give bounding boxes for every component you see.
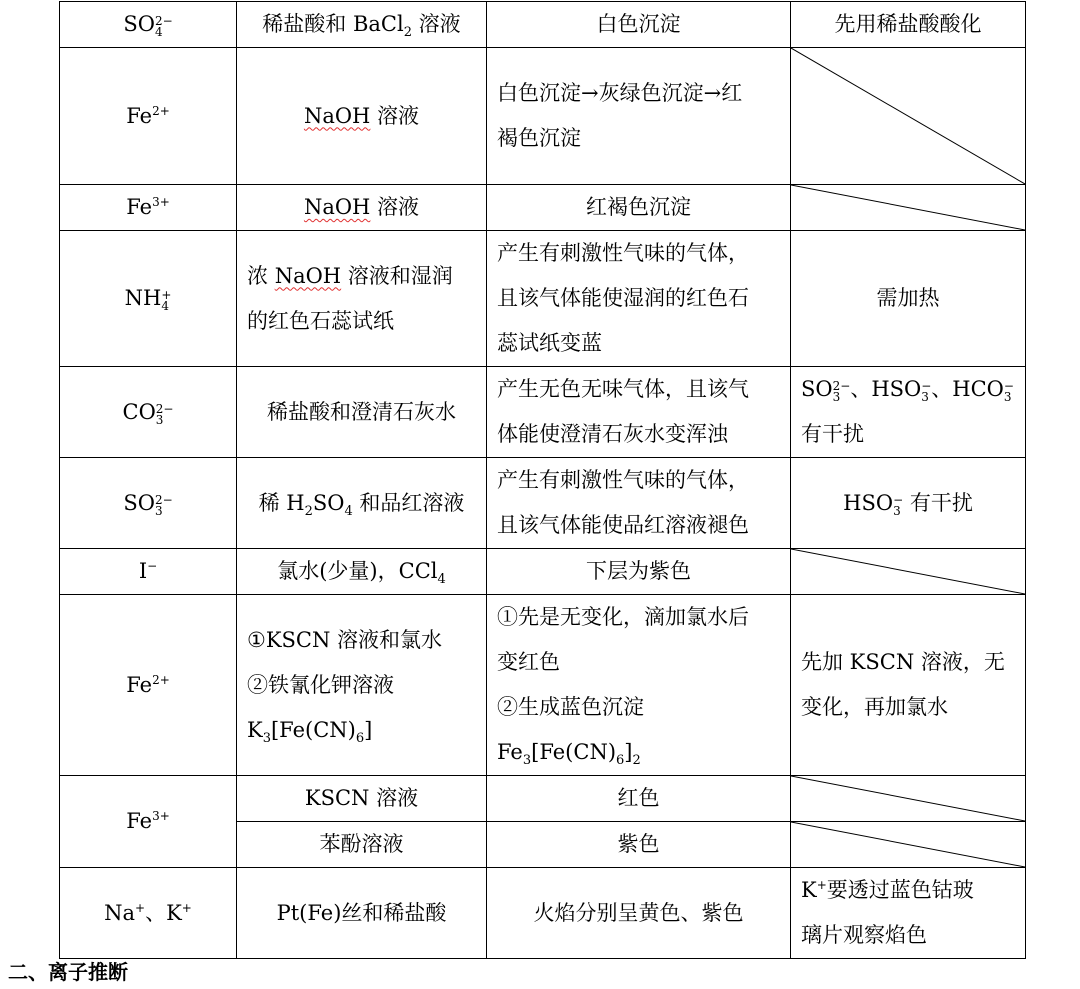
ion-cell: $Fe^{2+}$ <box>60 48 237 185</box>
table-row <box>60 367 1026 458</box>
table-row <box>60 776 1026 822</box>
section-heading: 二、离子推断 <box>8 960 128 984</box>
empty-slash-cell <box>791 48 1026 185</box>
empty-slash-cell <box>791 776 1026 822</box>
reagent-cell: 苯酚溶液 <box>237 822 487 868</box>
ion-test-table <box>59 1 1026 959</box>
phenomenon-cell: 白色沉淀 <box>487 2 791 48</box>
phenomenon-cell: 火焰分别呈黄色、紫色 <box>487 868 791 959</box>
phenomenon-cell: 下层为紫色 <box>487 549 791 595</box>
phenomenon-cell: 产生有刺激性气味的气体， 且该气体能使湿润的红色石 蕊试纸变蓝 <box>487 231 791 367</box>
table-row <box>60 2 1026 48</box>
phenomenon-cell: 白色沉淀→灰绿色沉淀→红 褐色沉淀 <box>487 48 791 185</box>
ion-cell: $Fe^{2+}$ <box>60 595 237 776</box>
phenomenon-cell: 红色 <box>487 776 791 822</box>
note-cell: K+要透过蓝色钴玻 璃片观察焰色 <box>791 868 1026 959</box>
reagent-cell: 氯水(少量)，CCl$_4$ <box>237 549 487 595</box>
note-cell: 需加热 <box>791 231 1026 367</box>
note-cell: HSO − 3 有干扰 <box>791 458 1026 549</box>
table-row <box>60 595 1026 776</box>
ion-cell: Na+、K+ <box>60 868 237 959</box>
phenomenon-cell: 产生有刺激性气味的气体， 且该气体能使品红溶液褪色 <box>487 458 791 549</box>
reagent-cell: NaOH 溶液 <box>237 185 487 231</box>
note-cell: SO 2− 3 、HSO − 3 、HCO − 3 有干扰 <box>791 367 1026 458</box>
ion-cell: NH + 4 <box>60 231 237 367</box>
table-row <box>60 549 1026 595</box>
ion-cell: CO 2− 3 <box>60 367 237 458</box>
table-row <box>60 185 1026 231</box>
reagent-cell: KSCN 溶液 <box>237 776 487 822</box>
reagent-cell: 稀盐酸和澄清石灰水 <box>237 367 487 458</box>
table-row <box>60 48 1026 185</box>
ion-cell: $Fe^{3+}$ <box>60 185 237 231</box>
ion-cell: SO 2− 3 <box>60 458 237 549</box>
reagent-cell: Pt(Fe)丝和稀盐酸 <box>237 868 487 959</box>
ion-cell: $Fe^{3+}$ <box>60 776 237 868</box>
ion-cell: I− <box>60 549 237 595</box>
phenomenon-cell: 紫色 <box>487 822 791 868</box>
phenomenon-cell: ①先是无变化，滴加氯水后 变红色 ②生成蓝色沉淀 $Fe_3[Fe(CN)_6]_2$ <box>487 595 791 776</box>
empty-slash-cell <box>791 549 1026 595</box>
phenomenon-cell: 红褐色沉淀 <box>487 185 791 231</box>
note-cell: 先用稀盐酸酸化 <box>791 2 1026 48</box>
reagent-cell: ①KSCN 溶液和氯水 ②铁氰化钾溶液 $K_3[Fe(CN)_6]$ <box>237 595 487 776</box>
phenomenon-cell: 产生无色无味气体，且该气 体能使澄清石灰水变浑浊 <box>487 367 791 458</box>
reagent-cell: NaOH 溶液 <box>237 48 487 185</box>
empty-slash-cell <box>791 185 1026 231</box>
table-row <box>60 868 1026 959</box>
table-row <box>60 458 1026 549</box>
reagent-cell: 稀 $H_2SO_4$ 和品红溶液 <box>237 458 487 549</box>
ion-cell: SO 2− 4 <box>60 2 237 48</box>
empty-slash-cell <box>791 822 1026 868</box>
table-row <box>60 231 1026 367</box>
note-cell: 先加 KSCN 溶液，无 变化，再加氯水 <box>791 595 1026 776</box>
reagent-cell: 稀盐酸和 BaCl$_2$ 溶液 <box>237 2 487 48</box>
reagent-cell: 浓 NaOH 溶液和湿润 的红色石蕊试纸 <box>237 231 487 367</box>
